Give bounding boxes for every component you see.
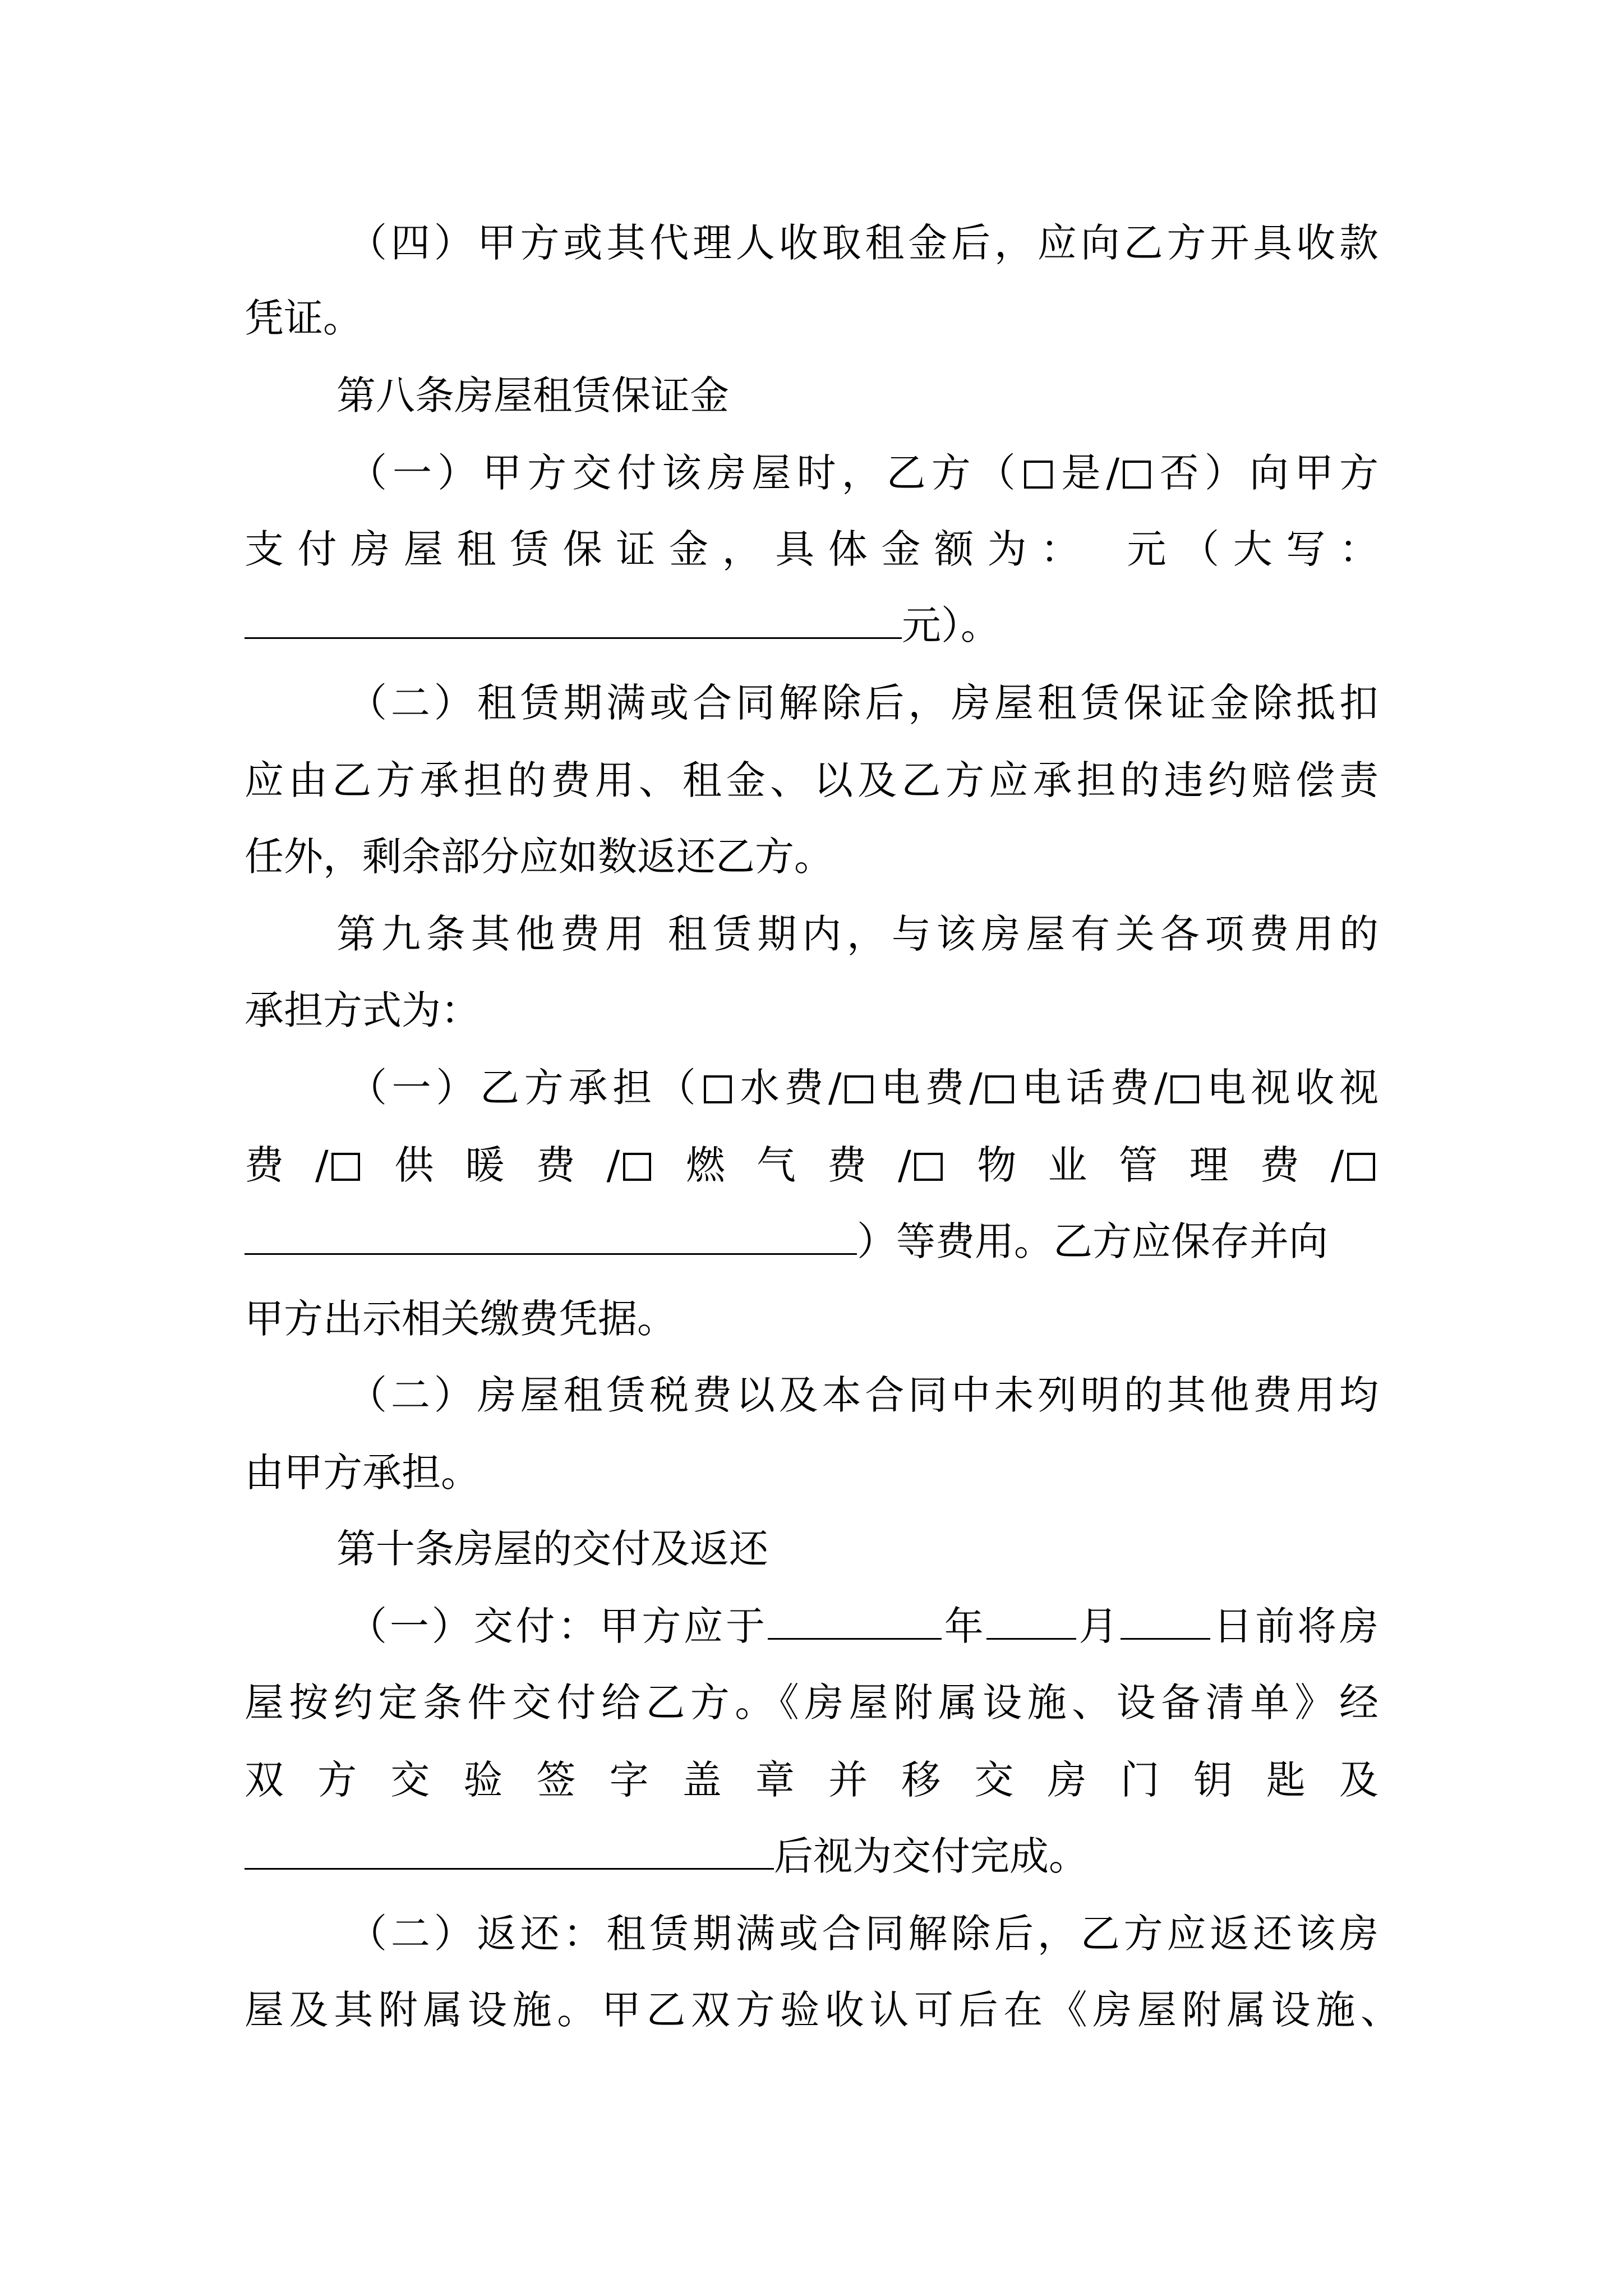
text: （二）返还：租赁期满或合同解除后，乙方应返还该房 bbox=[348, 1911, 1378, 1957]
checkbox-icon[interactable] bbox=[845, 1075, 873, 1103]
text: 后视为交付完成。 bbox=[774, 1833, 1088, 1879]
section-heading bbox=[336, 1526, 1470, 1572]
text: 元）。 bbox=[902, 602, 1000, 648]
checkbox-icon[interactable] bbox=[1170, 1075, 1198, 1103]
text: 是/ bbox=[1055, 450, 1120, 496]
blank-field-month[interactable] bbox=[986, 1637, 1076, 1640]
text: （一）甲方交付该房屋时，乙方（ bbox=[348, 450, 1021, 496]
checkbox-icon[interactable] bbox=[623, 1153, 651, 1181]
checkbox-icon[interactable] bbox=[704, 1075, 732, 1103]
text: 承担方式为： bbox=[245, 987, 480, 1033]
text: 供暖费/ bbox=[363, 1142, 620, 1188]
text: 电视收视 bbox=[1202, 1065, 1378, 1111]
paragraph-line bbox=[245, 1680, 1378, 1726]
text: （一）乙方承担（ bbox=[348, 1065, 701, 1111]
text: （二）房屋租赁税费以及本合同中未列明的其他费用均 bbox=[348, 1372, 1378, 1418]
text: 支付房屋租赁保证金，具体金额为： 元（大写： bbox=[245, 526, 1378, 572]
paragraph-line bbox=[245, 1833, 1378, 1879]
paragraph-line bbox=[245, 987, 1378, 1033]
paragraph-line bbox=[245, 757, 1378, 803]
text: 燃气费/ bbox=[654, 1142, 911, 1188]
text: 屋按约定条件交付给乙方。《房屋附属设施、设备清单》经 bbox=[245, 1680, 1378, 1726]
text: 任外，剩余部分应如数返还乙方。 bbox=[245, 834, 833, 880]
paragraph-line bbox=[245, 1450, 1378, 1496]
paragraph-line bbox=[245, 1142, 1378, 1188]
text: 费/ bbox=[245, 1142, 329, 1188]
text: 凭证。 bbox=[245, 295, 362, 341]
checkbox-icon[interactable] bbox=[914, 1153, 942, 1181]
text: 年 bbox=[941, 1603, 986, 1649]
text: 物业管理费/ bbox=[946, 1142, 1344, 1188]
checkbox-icon[interactable] bbox=[331, 1153, 359, 1181]
blank-field-year[interactable] bbox=[768, 1637, 942, 1640]
blank-field[interactable] bbox=[245, 1867, 774, 1870]
heading-text: 第八条房屋租赁保证金 bbox=[336, 372, 729, 418]
text: 甲方出示相关缴费凭据。 bbox=[245, 1296, 676, 1342]
blank-field[interactable] bbox=[245, 1253, 857, 1255]
paragraph-line bbox=[245, 1987, 1400, 2033]
text: 电话费/ bbox=[1017, 1065, 1168, 1111]
text: 水费/ bbox=[735, 1065, 842, 1111]
paragraph-line bbox=[348, 1065, 1378, 1111]
paragraph-line bbox=[336, 911, 1378, 957]
paragraph-line bbox=[245, 1218, 1378, 1264]
text: 电费/ bbox=[876, 1065, 983, 1111]
checkbox-icon[interactable] bbox=[1347, 1153, 1375, 1181]
text: 应由乙方承担的费用、租金、以及乙方应承担的违约赔偿责 bbox=[245, 757, 1378, 803]
paragraph-line bbox=[348, 220, 1378, 266]
paragraph-line bbox=[348, 1603, 1379, 1649]
text: （一）交付：甲方应于 bbox=[348, 1603, 768, 1649]
checkbox-icon[interactable] bbox=[1024, 461, 1052, 489]
text: 否）向甲方 bbox=[1154, 450, 1379, 496]
paragraph-line bbox=[245, 295, 1378, 341]
text: 日前将房 bbox=[1210, 1603, 1379, 1649]
blank-field[interactable] bbox=[245, 637, 902, 639]
text: 第九条其他费用 租赁期内，与该房屋有关各项费用的 bbox=[336, 911, 1378, 957]
text: （四）甲方或其代理人收取租金后，应向乙方开具收款 bbox=[348, 220, 1378, 266]
text: 屋及其附属设施。甲乙双方验收认可后在《房屋附属设施、 bbox=[245, 1987, 1400, 2033]
paragraph-line bbox=[348, 450, 1379, 496]
paragraph-line bbox=[348, 1911, 1378, 1957]
paragraph-line bbox=[245, 1757, 1378, 1803]
text: 由甲方承担。 bbox=[245, 1450, 480, 1496]
section-heading bbox=[336, 372, 1470, 418]
paragraph-line bbox=[348, 1372, 1378, 1418]
text: ）等费用。乙方应保存并向 bbox=[857, 1218, 1328, 1264]
paragraph-line bbox=[245, 1296, 1378, 1342]
text: （二）租赁期满或合同解除后，房屋租赁保证金除抵扣 bbox=[348, 680, 1378, 726]
text: 双方交验签字盖章并移交房门钥匙及 bbox=[245, 1757, 1378, 1803]
paragraph-line bbox=[245, 526, 1378, 572]
heading-text: 第十条房屋的交付及返还 bbox=[336, 1526, 768, 1572]
paragraph-line bbox=[245, 602, 1378, 648]
paragraph-line bbox=[348, 680, 1378, 726]
checkbox-icon[interactable] bbox=[985, 1075, 1013, 1103]
blank-field-day[interactable] bbox=[1121, 1637, 1210, 1640]
paragraph-line bbox=[245, 834, 1378, 880]
text: 月 bbox=[1076, 1603, 1121, 1649]
checkbox-icon[interactable] bbox=[1123, 461, 1151, 489]
